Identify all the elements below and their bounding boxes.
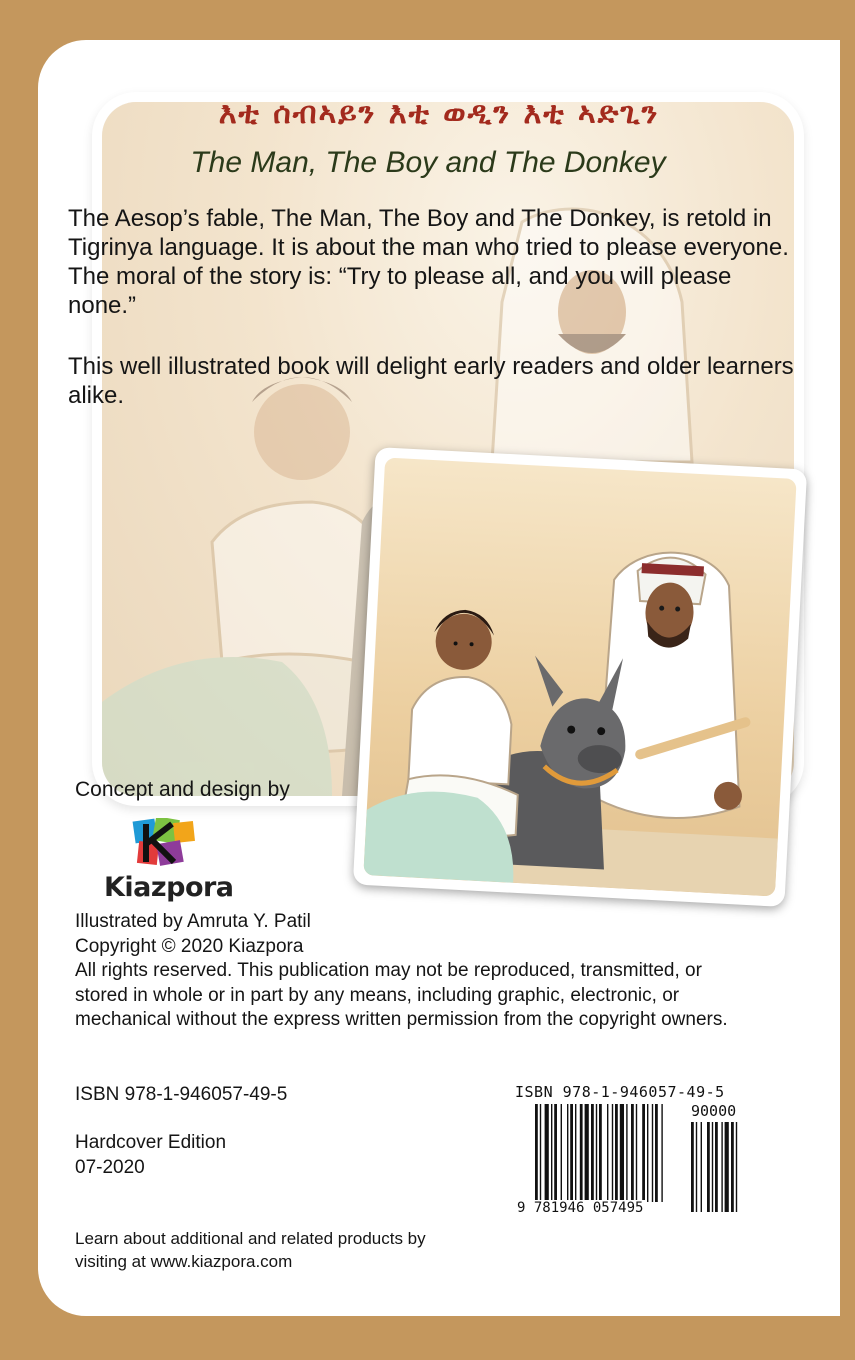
barcode-bar (545, 1104, 549, 1202)
barcode-addon-bar (736, 1122, 737, 1212)
barcode-bar (580, 1104, 583, 1202)
barcode-bar (591, 1104, 594, 1202)
isbn-line: ISBN 978-1-946057-49-5 (75, 1084, 288, 1105)
title-tigrinya: እቲ ሰብኣይን እቲ ወዲን እቲ ኣድጊን (218, 96, 660, 131)
barcode-bar (575, 1104, 576, 1202)
barcode-bar (626, 1104, 627, 1202)
barcode-bar (612, 1104, 613, 1202)
back-cover-page (38, 40, 840, 1316)
edition-type: Hardcover Edition (75, 1132, 227, 1153)
credits-block (75, 910, 755, 1033)
barcode-bar (599, 1104, 602, 1202)
copyright-line: Copyright © 2020 Kiazpora (75, 935, 304, 957)
cover-illustration-card (353, 447, 807, 907)
barcode-addon-bar (731, 1122, 734, 1212)
barcode-bar (655, 1104, 658, 1202)
barcode-bar (615, 1104, 618, 1202)
boy-figure (363, 605, 527, 883)
edition-block (75, 1131, 226, 1180)
illustration-scene (363, 458, 796, 897)
barcode-addon-bar (707, 1122, 710, 1212)
barcode-bar (535, 1104, 538, 1212)
barcode-addon-bar (696, 1122, 697, 1212)
barcode-addon-text: 90000 (691, 1102, 737, 1120)
barcode-bar (652, 1104, 653, 1202)
barcode-bar (551, 1104, 552, 1202)
man-figure (597, 549, 761, 821)
barcode-addon-bar (715, 1122, 718, 1212)
barcode-bar (585, 1104, 589, 1202)
barcode-bar (647, 1104, 648, 1202)
barcode-addon-bar (701, 1122, 702, 1212)
rights-notice: All rights reserved. This publication may not be reproduced, transmitted, or stored in whole or in part by any means, including graphic, electronic, or mechanical without the express written permission from the copyright owners. (75, 960, 728, 1030)
barcode-bar (607, 1104, 608, 1202)
barcode-digits: 9 781946 057495 (517, 1200, 644, 1216)
illustrator-credit: Illustrated by Amruta Y. Patil (75, 911, 311, 932)
barcode-bar (561, 1104, 562, 1202)
barcode-bar (642, 1104, 645, 1202)
barcode-bar (570, 1104, 573, 1202)
barcode-bar (540, 1104, 541, 1212)
title-english: The Man, The Boy and The Donkey (190, 146, 666, 179)
barcode-addon-bar (721, 1122, 722, 1212)
kiazpora-logo-text: Kiazpora (104, 872, 234, 903)
barcode-addon-bar (712, 1122, 713, 1212)
barcode-addon-bar (691, 1122, 694, 1212)
book-description: The Aesop’s fable, The Man, The Boy and The Donkey, is retold in Tigrinya language. It is about the man who tried to please everyone. The moral of the story is: “Try to please all, and you will please none.” (68, 205, 789, 319)
learn-more-text: Learn about additional and related products by visiting at www.kiazpora.com (75, 1229, 426, 1271)
concept-label: Concept and design by (75, 778, 290, 801)
barcode-bar (567, 1104, 568, 1202)
barcode-addon-bar (725, 1122, 729, 1212)
barcode-bar (620, 1104, 624, 1202)
barcode-bar (636, 1104, 637, 1202)
barcode-bar (596, 1104, 597, 1202)
barcode-isbn-text: ISBN 978-1-946057-49-5 (515, 1083, 725, 1101)
barcode-bar (661, 1104, 662, 1202)
barcode-bar (631, 1104, 634, 1202)
edition-date: 07-2020 (75, 1156, 145, 1178)
barcode-bar (554, 1104, 557, 1202)
book-description-2: This well illustrated book will delight early readers and older learners alike. (68, 353, 794, 409)
